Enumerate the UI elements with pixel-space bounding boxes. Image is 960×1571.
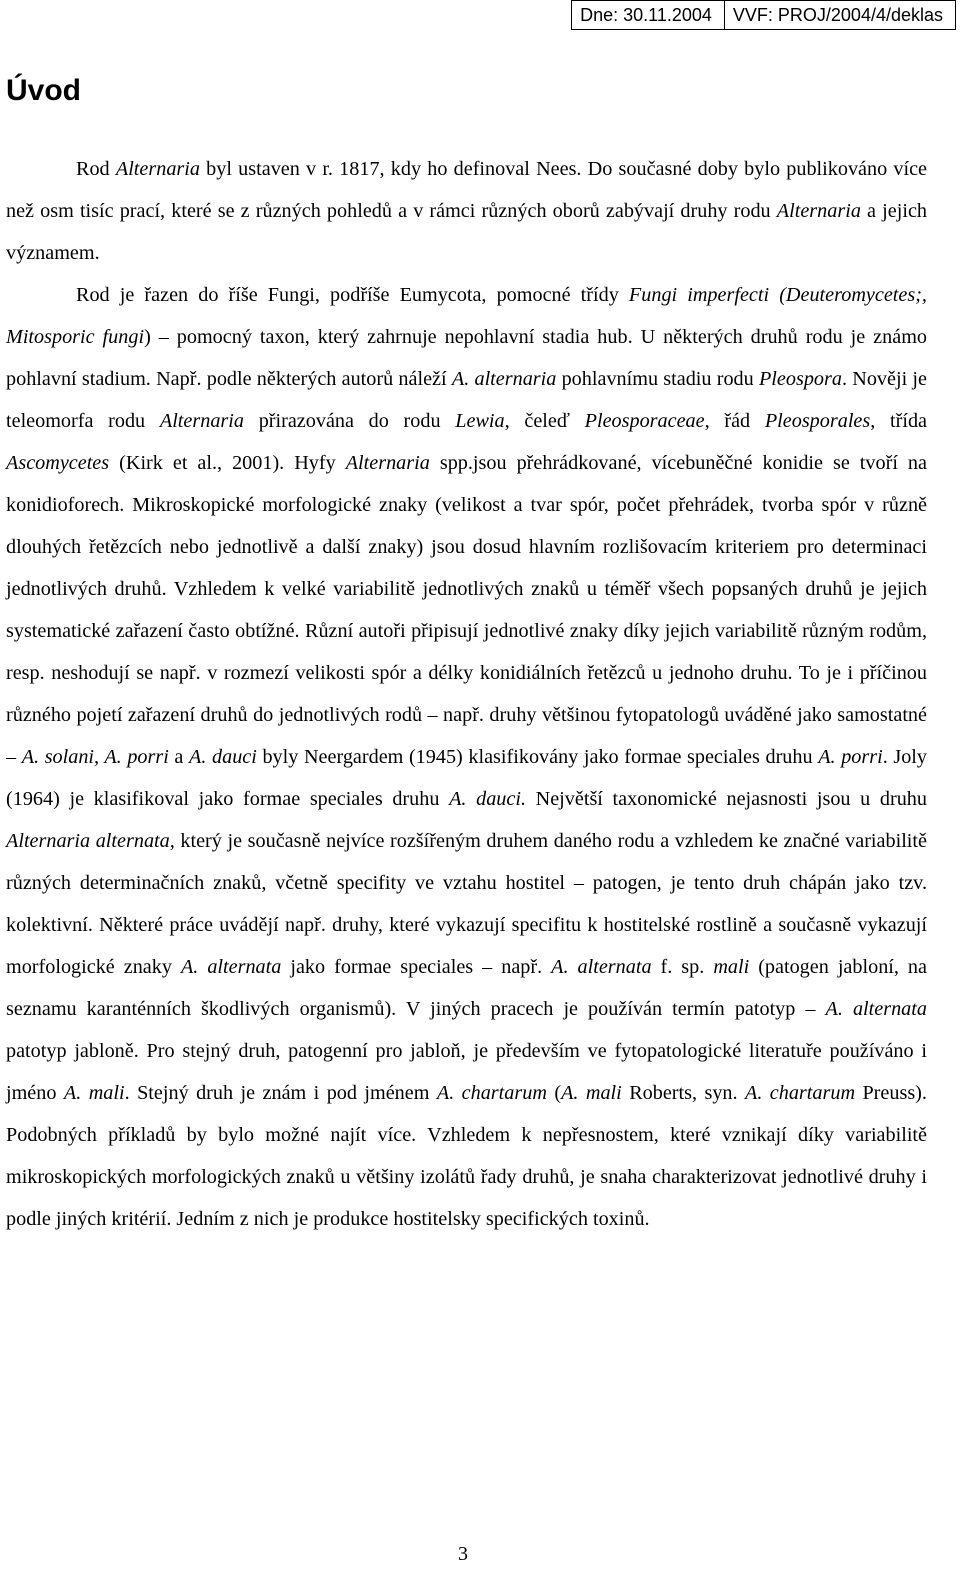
header-reference: VVF: PROJ/2004/4/deklas (725, 0, 956, 30)
document-header (571, 0, 956, 30)
section-title: Úvod (6, 74, 81, 107)
paragraph-1: Rod Alternaria byl ustaven v r. 1817, kdy ho definoval Nees. Do současné doby bylo publikováno více než osm tisíc prací, které se z různých pohledů a v rámci různých oborů zabývají druhy rodu Alternaria a jejich významem. (6, 158, 928, 264)
paragraph-2: Rod je řazen do říše Fungi, podříše Eumycota, pomocné třídy Fungi imperfecti (Deuteromycetes;, Mitosporic fungi) – pomocný taxon, který zahrnuje nepohlavní stadia hub. U některých druhů rodu je známo pohlavní stadium. Např. podle některých autorů náleží A. alternaria pohlavnímu stadiu rodu Pleospora. Nověji je teleomorfa rodu Alternaria přirazována do rodu Lewia, čeleď Pleosporaceae, řád Pleosporales, třída Ascomycetes (Kirk et al., 2001). Hyfy Alternaria spp.jsou přehrádkované, vícebuněčné konidie se tvoří na konidioforech. Mikroskopické morfologické znaky (velikost a tvar spór, počet přehrádek, tvorba spór v různě dlouhých řetězcích nebo jednotlivě a další znaky) jsou dosud hlavním rozlišovacím kriteriem pro determinaci jednotlivých druhů. Vzhledem k velké variabilitě jednotlivých znaků u téměř všech popsaných druhů je jejich systematické zařazení často obtížné. Různí autoři připisují jednotlivé znaky díky jejich variabilitě různým rodům, resp. neshodují se např. v rozmezí velikosti spór a délky konidiálních řetězců u jednoho druhu. To je i příčinou různého pojetí zařazení druhů do jednotlivých rodů – např. druhy většinou fytopatologů uváděné jako samostatné – A. solani, A. porri a A. dauci byly Neergardem (1945) klasifikovány jako formae speciales druhu A. porri. Joly (1964) je klasifikoval jako formae speciales druhu A. dauci. Největší taxonomické nejasnosti jsou u druhu Alternaria alternata, který je současně nejvíce rozšířeným druhem daného rodu a vzhledem ke značné variabilitě různých determinačních znaků, včetně specifity ve vztahu hostitel – patogen, je tento druh chápán jako tzv. kolektivní. Některé práce uvádějí např. druhy, které vykazují specifitu k hostitelské rostlině a současně vykazují morfologické znaky A. alternata jako formae speciales – např. A. alternata f. sp. mali (patogen jabloní, na seznamu karanténních škodlivých organismů). V jiných pracech je používán termín patotyp – A. alternata patotyp jabloně. Pro stejný druh, patogenní pro jabloň, je především ve fytopatologické literatuře používáno i jméno A. mali. Stejný druh je znám i pod jménem A. chartarum (A. mali Roberts, syn. A. chartarum Preuss). Podobných příkladů by bylo možné najít více. Vzhledem k nepřesnostem, které vznikají díky variabilitě mikroskopických morfologických znaků u většiny izolátů řady druhů, je snaha charakterizovat jednotlivé druhy i podle jiných kritérií. Jedním z nich je produkce hostitelsky specifických toxinů. (6, 284, 928, 1230)
body-text (6, 148, 927, 1240)
header-date: Dne: 30.11.2004 (571, 0, 725, 30)
page-number: 3 (458, 1543, 468, 1565)
